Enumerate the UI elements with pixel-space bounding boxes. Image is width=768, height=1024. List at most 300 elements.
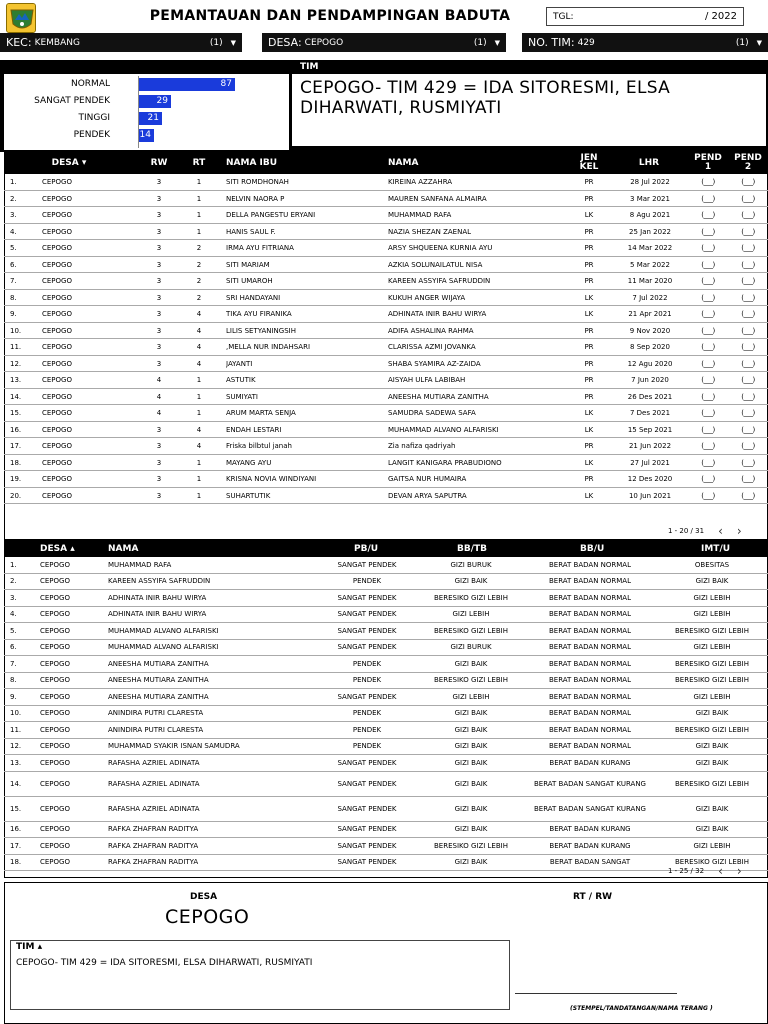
row-nama-ibu: LILIS SETYANINGSIH (226, 326, 296, 335)
row-desa: CEPOGO (40, 858, 70, 867)
row-desa: CEPOGO (42, 491, 72, 500)
row-rt: 4 (196, 442, 202, 450)
row-pbu: PENDEK (352, 676, 382, 685)
summary-bar: 29 (139, 95, 171, 108)
row-pend2[interactable]: (___) (741, 326, 755, 335)
tim-filter[interactable] (522, 33, 768, 52)
row-lahir: 14 Mar 2022 (627, 244, 673, 252)
row-pend1[interactable]: (___) (701, 260, 715, 269)
row-bbtb: GIZI BAIK (454, 758, 488, 767)
row-pend1[interactable]: (___) (701, 359, 715, 368)
col-nama[interactable]: NAMA (388, 157, 419, 168)
row-jenis-kelamin: PR (584, 277, 594, 285)
row-number: 1. (10, 178, 17, 186)
row-nama-ibu: JAYANTI (226, 359, 253, 368)
row-pend2[interactable]: (___) (741, 343, 755, 351)
row-bbu: BERAT BADAN SANGAT (549, 858, 631, 867)
row-number: 4. (10, 610, 17, 619)
row-pend1[interactable]: (___) (701, 277, 715, 285)
row-imtu: GIZI LEBIH (693, 593, 731, 602)
row-pend1[interactable]: (___) (701, 293, 715, 302)
tim-header: TIM (300, 62, 319, 72)
row-jenis-kelamin: LK (584, 310, 594, 318)
row-lahir: 21 Apr 2021 (628, 310, 672, 318)
table-row[interactable] (4, 607, 768, 624)
row-jenis-kelamin: LK (584, 458, 594, 467)
row-pend2[interactable]: (___) (741, 475, 755, 483)
row-rw: 3 (156, 326, 162, 335)
kec-filter-value: KEMBANG (34, 37, 80, 48)
col2-bbu[interactable]: BB/U (580, 543, 605, 554)
row-number: 11. (10, 343, 22, 351)
row-nama: KUKUH ANGER WIJAYA (388, 293, 466, 302)
row-rw: 3 (156, 244, 162, 252)
baduta-pager (668, 524, 742, 538)
row-bbtb: GIZI BAIK (454, 725, 488, 734)
row-rw: 3 (156, 475, 162, 483)
row-desa: CEPOGO (42, 326, 72, 335)
row-jenis-kelamin: PR (584, 376, 594, 384)
table-row[interactable] (4, 224, 768, 241)
row-desa: CEPOGO (42, 178, 72, 186)
table-row[interactable] (4, 797, 768, 822)
row-desa: CEPOGO (40, 825, 70, 834)
row-bbu: BERAT BADAN NORMAL (549, 709, 631, 718)
row-pend2[interactable]: (___) (741, 178, 755, 186)
row-jenis-kelamin: LK (584, 211, 594, 219)
col-pend2[interactable]: PEND 2 (734, 153, 762, 172)
row-pend1[interactable]: (___) (701, 475, 715, 483)
row-jenis-kelamin: PR (584, 244, 594, 252)
row-pend1[interactable]: (___) (701, 211, 715, 219)
col2-imtu[interactable]: IMT/U (701, 543, 731, 554)
tim-filter-count: (1) (735, 37, 749, 48)
row-lahir: 12 Agu 2020 (627, 359, 673, 368)
date-year: / 2022 (705, 11, 737, 22)
row-nama: RAFKA ZHAFRAN RADITYA (108, 841, 199, 850)
table-row[interactable] (4, 438, 768, 455)
table-row[interactable] (4, 706, 768, 723)
row-jenis-kelamin: LK (584, 409, 594, 417)
row-pend2[interactable]: (___) (741, 458, 755, 467)
chevron-left-icon[interactable]: ‹ (718, 524, 723, 538)
table-row[interactable] (4, 405, 768, 422)
row-nama: ANEESHA MUTIARA ZANITHA (108, 659, 209, 668)
row-rw: 4 (156, 376, 162, 384)
row-rt: 1 (196, 227, 202, 236)
row-rt: 1 (196, 491, 202, 500)
col-desa[interactable]: DESA ▾ (51, 157, 87, 168)
table-row[interactable] (4, 488, 768, 505)
col2-bbtb[interactable]: BB/TB (457, 543, 488, 554)
row-pbu: SANGAT PENDEK (337, 758, 397, 767)
row-bbtb: BERESIKO GIZI LEBIH (434, 593, 508, 602)
row-nama: RAFASHA AZRIEL ADINATA (108, 758, 200, 767)
row-nama: RAFKA ZHAFRAN RADITYA (108, 825, 199, 834)
row-desa: CEPOGO (40, 841, 70, 850)
row-lahir: 7 Jul 2022 (632, 293, 668, 302)
row-bbtb: GIZI BAIK (454, 577, 488, 586)
table-row[interactable] (4, 557, 768, 574)
table-row[interactable] (4, 455, 768, 472)
row-pbu: SANGAT PENDEK (337, 643, 397, 652)
row-desa: CEPOGO (40, 577, 70, 586)
row-bbu: BERAT BADAN NORMAL (549, 676, 631, 685)
tim-text: CEPOGO- TIM 429 = IDA SITORESMI, ELSA DIHARWATI, RUSMIYATI (292, 74, 766, 146)
row-pend1[interactable]: (___) (701, 392, 715, 401)
row-rw: 3 (156, 425, 162, 434)
page-title: PEMANTAUAN DAN PENDAMPINGAN BADUTA (149, 8, 511, 24)
row-lahir: 3 Mar 2021 (630, 194, 670, 203)
summary-bar: 14 (139, 129, 154, 142)
summary-bar: 21 (139, 112, 162, 125)
col2-desa[interactable]: DESA ▴ (40, 543, 75, 554)
row-desa: CEPOGO (42, 475, 72, 483)
row-desa: CEPOGO (42, 277, 72, 285)
row-pend1[interactable]: (___) (701, 458, 715, 467)
row-imtu: GIZI BAIK (695, 577, 729, 586)
table-row[interactable] (4, 838, 768, 855)
row-nama: ADIFA ASHALINA RAHMA (388, 326, 474, 335)
col-pend1[interactable]: PEND 1 (694, 153, 722, 172)
table-row[interactable] (4, 822, 768, 839)
row-number: 7. (10, 277, 17, 285)
row-jenis-kelamin: PR (584, 343, 594, 351)
kec-filter-label: KEC: (6, 36, 32, 49)
row-lahir: 7 Jun 2020 (631, 376, 669, 384)
row-nama: ADHINATA INIR BAHU WIRYA (108, 610, 207, 619)
row-nama-ibu: ENDAH LESTARI (226, 425, 282, 434)
row-pend2[interactable]: (___) (741, 310, 755, 318)
row-desa: CEPOGO (42, 227, 72, 236)
row-desa: CEPOGO (40, 709, 70, 718)
row-bbtb: GIZI BAIK (454, 709, 488, 718)
row-number: 15. (10, 409, 22, 417)
row-pbu: PENDEK (352, 577, 382, 586)
row-jenis-kelamin: PR (584, 178, 594, 186)
table-row[interactable] (4, 191, 768, 208)
row-pbu: SANGAT PENDEK (337, 858, 397, 867)
row-pend2[interactable]: (___) (741, 244, 755, 252)
row-pend2[interactable]: (___) (741, 359, 755, 368)
row-pend1[interactable]: (___) (701, 244, 715, 252)
row-bbu: BERAT BADAN NORMAL (549, 577, 631, 586)
row-pbu: SANGAT PENDEK (337, 779, 397, 788)
row-number: 18. (10, 458, 22, 467)
row-number: 16. (10, 825, 22, 834)
col-rt[interactable]: RT (192, 157, 206, 168)
row-nama: MUHAMMAD ALVANO ALFARISKI (108, 626, 219, 635)
row-rt: 1 (196, 409, 202, 417)
kec-filter[interactable] (0, 33, 242, 52)
row-bbtb: BERESIKO GIZI LEBIH (434, 626, 508, 635)
row-nama-ibu: SUMIYATI (226, 392, 258, 401)
row-pend1[interactable]: (___) (701, 376, 715, 384)
row-nama: GAITSA NUR HUMAIRA (388, 475, 467, 483)
row-nama: ANEESHA MUTIARA ZANITHA (108, 692, 209, 701)
row-number: 3. (10, 593, 17, 602)
row-rt: 1 (196, 194, 202, 203)
row-pend1[interactable]: (___) (701, 425, 715, 434)
row-imtu: GIZI BAIK (695, 825, 729, 834)
row-desa: CEPOGO (40, 610, 70, 619)
row-desa: CEPOGO (40, 560, 70, 569)
row-rt: 4 (196, 359, 202, 368)
col-lahir[interactable]: LHR (638, 157, 660, 168)
row-rw: 3 (156, 442, 162, 450)
table-row[interactable] (4, 471, 768, 488)
row-pend2[interactable]: (___) (741, 442, 755, 450)
row-nama: ANEESHA MUTIARA ZANITHA (388, 392, 489, 401)
row-imtu: GIZI LEBIH (693, 692, 731, 701)
row-imtu: BERESIKO GIZI LEBIH (675, 626, 749, 635)
table-row[interactable] (4, 372, 768, 389)
table-row[interactable] (4, 240, 768, 257)
table-row[interactable] (4, 623, 768, 640)
row-number: 2. (10, 577, 17, 586)
row-desa: CEPOGO (40, 758, 70, 767)
row-pend1[interactable]: (___) (701, 227, 715, 236)
row-rw: 3 (156, 359, 162, 368)
row-pbu: PENDEK (352, 709, 382, 718)
table-row[interactable] (4, 640, 768, 657)
footer-desa-label: DESA (190, 892, 218, 902)
row-pbu: SANGAT PENDEK (337, 593, 397, 602)
chevron-left-icon[interactable]: ‹ (718, 864, 723, 878)
row-jenis-kelamin: PR (584, 227, 594, 236)
row-pbu: SANGAT PENDEK (337, 610, 397, 619)
row-rw: 3 (156, 277, 162, 285)
row-pend2[interactable]: (___) (741, 392, 755, 401)
row-nama-ibu: IRMA AYU FITRIANA (226, 244, 294, 252)
row-pend1[interactable]: (___) (701, 310, 715, 318)
row-pend2[interactable]: (___) (741, 227, 755, 236)
row-imtu: GIZI BAIK (695, 742, 729, 751)
row-nama-ibu: Friska bilbtul janah (226, 442, 292, 450)
row-pend2[interactable]: (___) (741, 491, 755, 500)
table-row[interactable] (4, 574, 768, 591)
row-imtu: GIZI BAIK (695, 804, 729, 813)
col-rw[interactable]: RW (150, 157, 168, 168)
row-number: 17. (10, 442, 22, 450)
table-row[interactable] (4, 673, 768, 690)
row-nama-ibu: NELVIN NAORA P (226, 194, 285, 203)
row-desa: CEPOGO (42, 392, 72, 401)
row-bbu: BERAT BADAN NORMAL (549, 560, 631, 569)
row-rt: 2 (196, 293, 202, 302)
row-lahir: 10 Jun 2021 (628, 491, 672, 500)
table-row[interactable] (4, 772, 768, 797)
row-number: 11. (10, 725, 22, 734)
row-jenis-kelamin: PR (584, 260, 594, 269)
table-row[interactable] (4, 290, 768, 307)
row-lahir: 11 Mar 2020 (627, 277, 673, 285)
col2-pbu[interactable]: PB/U (354, 543, 379, 554)
row-pend2[interactable]: (___) (741, 260, 755, 269)
row-pend2[interactable]: (___) (741, 277, 755, 285)
table-row[interactable] (4, 273, 768, 290)
table-row[interactable] (4, 356, 768, 373)
table-row[interactable] (4, 323, 768, 340)
row-number: 19. (10, 475, 22, 483)
table-row[interactable] (4, 174, 768, 191)
row-nama: AZKIA SOLUNAILATUL NISA (388, 260, 483, 269)
table-row[interactable] (4, 755, 768, 772)
table-row[interactable] (4, 422, 768, 439)
row-nama: ADHINATA INIR BAHU WIRYA (388, 310, 487, 318)
row-pend1[interactable]: (___) (701, 343, 715, 351)
row-bbtb: GIZI BAIK (454, 742, 488, 751)
row-bbu: BERAT BADAN NORMAL (549, 725, 631, 734)
row-imtu: BERESIKO GIZI LEBIH (675, 725, 749, 734)
row-nama: MAUREN SANFANA ALMAIRA (388, 194, 487, 203)
row-nama: ANEESHA MUTIARA ZANITHA (108, 676, 209, 685)
footer-tim-label[interactable]: TIM ▴ (16, 942, 43, 952)
row-bbtb: GIZI BAIK (454, 804, 488, 813)
table-row[interactable] (4, 656, 768, 673)
row-nama: AISYAH ULFA LABIBAH (388, 376, 466, 384)
row-pbu: SANGAT PENDEK (337, 841, 397, 850)
row-rw: 3 (156, 194, 162, 203)
date-label: TGL: (553, 11, 574, 22)
row-rw: 3 (156, 491, 162, 500)
row-desa: CEPOGO (42, 244, 72, 252)
summary-bar: 87 (139, 78, 235, 91)
row-number: 12. (10, 742, 22, 751)
chevron-down-icon: ▼ (756, 38, 762, 47)
row-nama-ibu: SRI HANDAYANI (226, 293, 281, 302)
row-jenis-kelamin: PR (584, 194, 594, 203)
chevron-right-icon[interactable]: › (736, 524, 742, 538)
summary-label: SANGAT PENDEK (34, 96, 110, 106)
row-rt: 4 (196, 326, 202, 335)
row-pend1[interactable]: (___) (701, 409, 715, 417)
row-lahir: 8 Agu 2021 (629, 211, 671, 219)
row-rw: 3 (156, 260, 162, 269)
row-rw: 3 (156, 227, 162, 236)
row-pend1[interactable]: (___) (701, 326, 715, 335)
row-bbu: BERAT BADAN NORMAL (549, 643, 631, 652)
row-nama: ANINDIRA PUTRI CLARESTA (108, 725, 204, 734)
row-nama: CLARISSA AZMI JOVANKA (388, 343, 476, 351)
row-pend2[interactable]: (___) (741, 211, 755, 219)
row-rw: 3 (156, 310, 162, 318)
date-field[interactable] (546, 7, 744, 26)
kec-filter-count: (1) (209, 37, 223, 48)
row-nama-ibu: DELLA PANGESTU ERYANI (226, 211, 316, 219)
row-desa: CEPOGO (42, 293, 72, 302)
row-pend1[interactable]: (___) (701, 194, 715, 203)
row-desa: CEPOGO (42, 343, 72, 351)
row-nama-ibu: ASTUTIK (226, 376, 256, 384)
row-number: 3. (10, 211, 17, 219)
table-row[interactable] (4, 590, 768, 607)
row-pend2[interactable]: (___) (741, 376, 755, 384)
col2-nama[interactable]: NAMA (108, 543, 139, 554)
row-desa: CEPOGO (40, 804, 70, 813)
footer-tim-value: CEPOGO- TIM 429 = IDA SITORESMI, ELSA DIHARWATI, RUSMIYATI (16, 958, 313, 968)
row-number: 8. (10, 293, 17, 302)
row-pbu: SANGAT PENDEK (337, 626, 397, 635)
row-rt: 4 (196, 425, 202, 434)
table-row[interactable] (4, 306, 768, 323)
row-nama: LANGIT KANIGARA PRABUDIONO (388, 458, 502, 467)
row-number: 4. (10, 227, 17, 236)
table-row[interactable] (4, 855, 768, 872)
row-bbtb: BERESIKO GIZI LEBIH (434, 676, 508, 685)
row-nama-ibu: SUHARTUTIK (226, 491, 271, 500)
row-nama: MUHAMMAD RAFA (108, 560, 172, 569)
row-lahir: 12 Des 2020 (627, 475, 673, 483)
row-rt: 2 (196, 260, 202, 269)
row-rw: 3 (156, 458, 162, 467)
row-pbu: SANGAT PENDEK (337, 825, 397, 834)
row-desa: CEPOGO (42, 359, 72, 368)
row-imtu: BERESIKO GIZI LEBIH (675, 858, 749, 867)
chevron-right-icon[interactable]: › (736, 864, 742, 878)
table-row[interactable] (4, 689, 768, 706)
row-nama: NAZIA SHEZAN ZAENAL (388, 227, 472, 236)
row-bbu: BERAT BADAN NORMAL (549, 692, 631, 701)
row-pend1[interactable]: (___) (701, 491, 715, 500)
table-row[interactable] (4, 739, 768, 756)
row-pend1[interactable]: (___) (701, 442, 715, 450)
row-pend2[interactable]: (___) (741, 293, 755, 302)
col-nama-ibu[interactable]: NAMA IBU (226, 157, 278, 168)
table-row[interactable] (4, 339, 768, 356)
row-jenis-kelamin: PR (584, 359, 594, 368)
row-rw: 4 (156, 392, 162, 401)
stamp-caption: (STEMPEL/TANDATANGAN/NAMA TERANG ) (570, 1005, 713, 1012)
row-nama-ibu: HANIS SAUL F. (226, 227, 276, 236)
table-row[interactable] (4, 257, 768, 274)
col-jenis-kelamin[interactable]: JEN KEL (579, 153, 599, 172)
row-pend2[interactable]: (___) (741, 194, 755, 203)
signature-line (515, 993, 677, 994)
row-number: 10. (10, 326, 22, 335)
row-nama-ibu: KRISNA NOVIA WINDIYANI (226, 475, 317, 483)
row-nama-ibu: SITI ROMDHONAH (226, 178, 289, 186)
row-jenis-kelamin: PR (584, 392, 594, 401)
row-rw: 3 (156, 293, 162, 302)
row-nama: MUHAMMAD RAFA (388, 211, 452, 219)
row-desa: CEPOGO (40, 692, 70, 701)
row-jenis-kelamin: LK (584, 293, 594, 302)
row-pend2[interactable]: (___) (741, 409, 755, 417)
footer-desa-value: CEPOGO (165, 906, 250, 928)
row-bbtb: GIZI BAIK (454, 858, 488, 867)
row-bbu: BERAT BADAN SANGAT KURANG (534, 779, 646, 788)
desa-filter[interactable] (262, 33, 506, 52)
row-nama: KIREINA AZZAHRA (388, 178, 453, 186)
table-row[interactable] (4, 207, 768, 224)
row-lahir: 26 Des 2021 (627, 392, 673, 401)
row-nama: ARSY SHQUEENA KURNIA AYU (388, 244, 493, 252)
row-pend2[interactable]: (___) (741, 425, 755, 434)
table-row[interactable] (4, 389, 768, 406)
chevron-down-icon: ▼ (230, 38, 236, 47)
row-bbu: BERAT BADAN NORMAL (549, 659, 631, 668)
chevron-down-icon: ▼ (494, 38, 500, 47)
row-desa: CEPOGO (42, 425, 72, 434)
row-nama-ibu: ARUM MARTA SENJA (226, 409, 296, 417)
row-pend1[interactable]: (___) (701, 178, 715, 186)
row-rw: 3 (156, 211, 162, 219)
row-desa: CEPOGO (40, 593, 70, 602)
table-row[interactable] (4, 722, 768, 739)
row-rt: 4 (196, 343, 202, 351)
row-number: 9. (10, 310, 17, 318)
